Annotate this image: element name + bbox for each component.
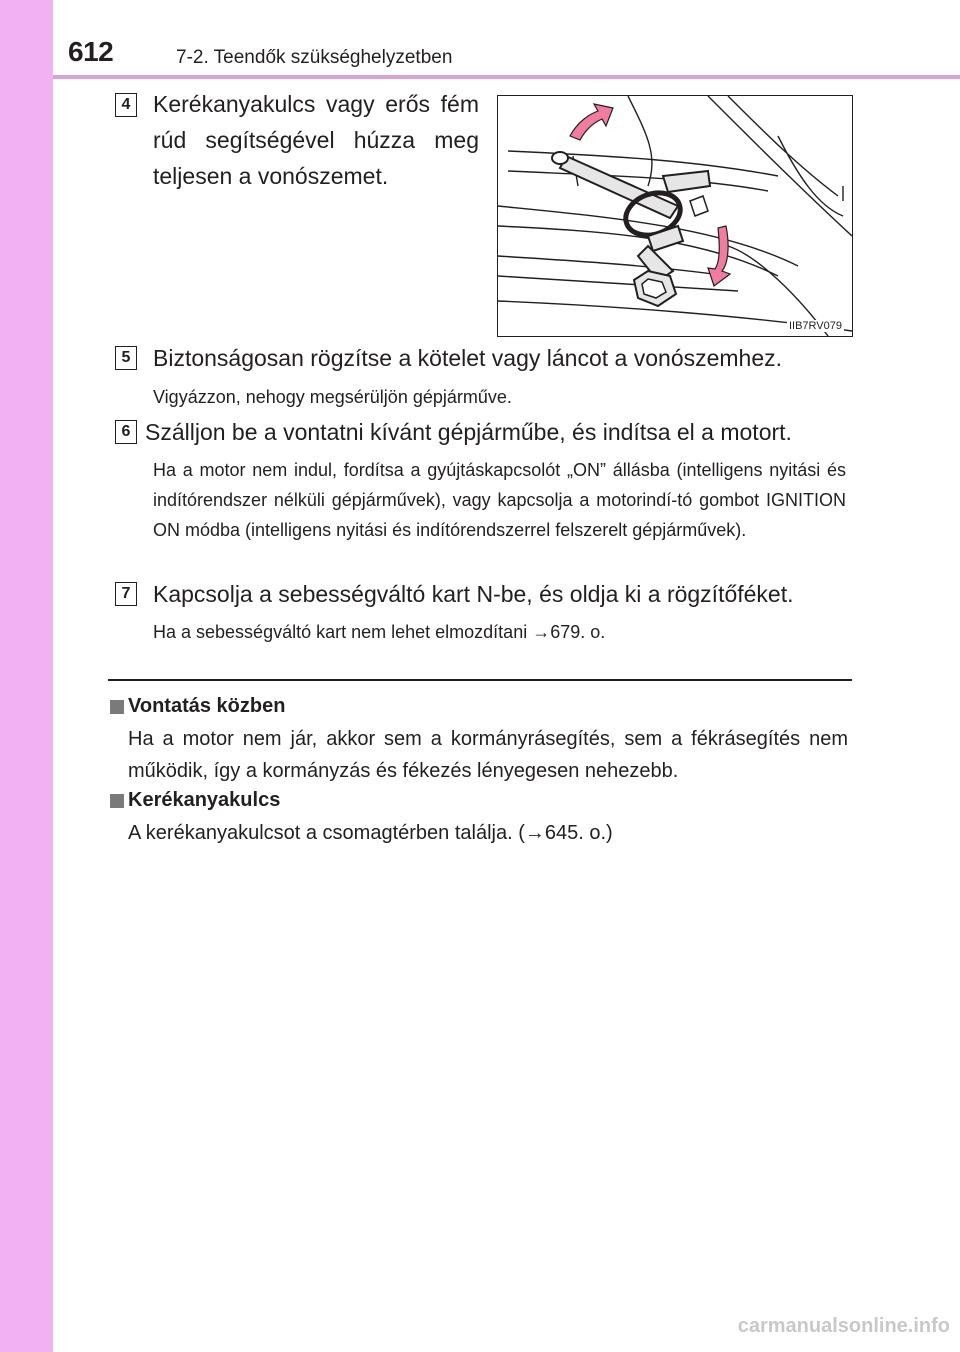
step-7-text: Kapcsolja a sebességváltó kart N-be, és oldja ki a rögzítőféket. xyxy=(153,581,794,607)
step-6-text: Szálljon be a vontatni kívánt gépjárműbe, és indítsa el a motort. xyxy=(145,419,792,445)
page-number: 612 xyxy=(68,36,114,67)
header-divider xyxy=(53,75,960,79)
step-number-5: 5 xyxy=(115,346,137,370)
tow-eye-wrench-figure xyxy=(497,95,853,337)
watermark-text: carmanualsonline.info xyxy=(737,1315,950,1337)
note-body-towing: Ha a motor nem jár, akkor sem a kormányrásegítés, sem a fékrásegítés nem működik, így a kormányzás és fékezés lényegesen nehezebb. xyxy=(128,728,848,782)
note-title-wrench: Kerékanyakulcs xyxy=(128,789,281,811)
bullet-square-icon xyxy=(110,700,124,714)
note-body-wrench: A kerékanyakulcsot a csomagtérben találja. (→645. o.) xyxy=(128,822,613,844)
step-6-note: Ha a motor nem indul, fordítsa a gyújtáskapcsolót „ON” állásba (intelligens nyitási és indítórendszer nélküli gépjárművek), vagy kapcsolja a motorindí-tó gombot IGNITION ON módba (intelligens nyitási és indítórendszerrel felszerelt gépjárművek). xyxy=(153,460,846,540)
wrench-illustration xyxy=(498,96,852,336)
section-divider xyxy=(108,679,852,681)
chapter-title: 7-2. Teendők szükséghelyzetben xyxy=(176,47,453,68)
side-tab-strip xyxy=(0,0,53,1352)
step-number-7: 7 xyxy=(115,582,137,606)
step-5-note: Vigyázzon, nehogy megsérüljön gépjárműve. xyxy=(153,387,512,407)
step-4-text: Kerékanyakulcs vagy erős fém rúd segítségével húzza meg teljesen a vonószemet. xyxy=(153,91,479,189)
bullet-square-icon xyxy=(110,794,124,808)
note-title-towing: Vontatás közben xyxy=(128,695,286,717)
step-5-text: Biztonságosan rögzítse a kötelet vagy láncot a vonószemhez. xyxy=(153,345,783,371)
step-number-6: 6 xyxy=(115,420,137,444)
step-number-4: 4 xyxy=(115,93,137,117)
figure-id-label: IIB7RV079 xyxy=(788,320,842,332)
step-7-note: Ha a sebességváltó kart nem lehet elmozdítani →679. o. xyxy=(153,622,606,642)
